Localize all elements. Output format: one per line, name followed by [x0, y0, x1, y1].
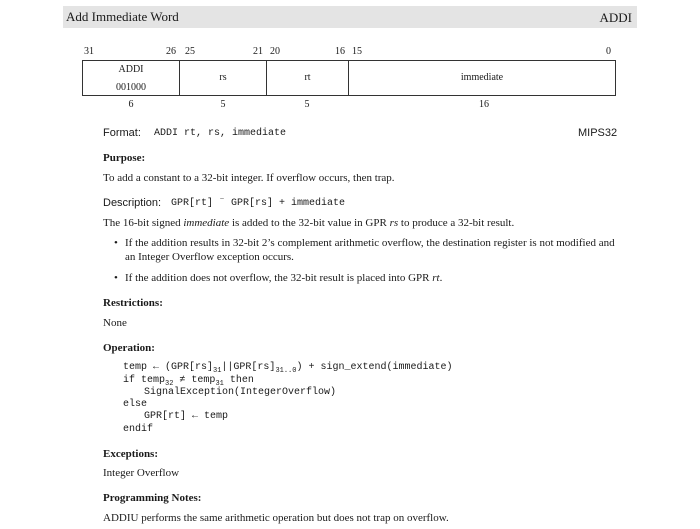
exceptions-heading: Exceptions: [103, 448, 158, 460]
bit-position-21: 21 [253, 46, 263, 57]
description-paragraph: The 16-bit signed immediate is added to the 32-bit value in GPR rs to produce a 32-bit result. [103, 217, 515, 229]
description-label: Description: [103, 197, 162, 209]
instruction-title: Add Immediate Word [66, 9, 179, 24]
opcode-field [83, 61, 180, 95]
restrictions-text: None [103, 317, 127, 329]
format-syntax: ADDI rt, rs, immediate [154, 128, 287, 139]
rt-width: 5 [304, 99, 310, 110]
immediate-field-name: immediate [460, 72, 504, 83]
opcode-value: 001000 [116, 82, 146, 93]
bit-position-0: 0 [606, 46, 611, 57]
immediate-field [349, 61, 615, 95]
immediate-width: 16 [479, 99, 489, 110]
operation-line-2: if temp$_{32}$ ≠ temp$_{31}$ then [123, 375, 254, 388]
bullet-2: If the addition does not overflow, the 32-bit result is placed into GPR rt. [125, 272, 443, 284]
exceptions-text: Integer Overflow [103, 467, 180, 479]
operation-heading: Operation: [103, 342, 155, 354]
bit-position-31: 31 [84, 46, 94, 57]
purpose-text: To add a constant to a 32-bit integer. If overflow occurs, then trap. [103, 172, 395, 184]
programming-notes-heading: Programming Notes: [103, 492, 202, 504]
format-label: Format: [103, 127, 141, 139]
bit-position-16: 16 [335, 46, 345, 57]
bit-position-20: 20 [270, 46, 280, 57]
rs-width: 5 [220, 99, 226, 110]
bit-position-25: 25 [185, 46, 195, 57]
bullet-dot: • [114, 272, 118, 284]
bullet-1-line-2: an Integer Overflow exception occurs. [125, 251, 294, 263]
instruction-header [63, 6, 637, 28]
operation-line-5: GPR[rt] ← temp [144, 411, 229, 422]
rt-field [267, 61, 349, 95]
instruction-mnemonic: ADDI [599, 10, 632, 25]
encoding-table [82, 60, 616, 96]
bit-position-15: 15 [352, 46, 362, 57]
restrictions-heading: Restrictions: [103, 297, 163, 309]
operation-line-3: SignalException(IntegerOverflow) [144, 387, 337, 398]
operation-line-4: else [123, 399, 148, 410]
opcode-name: ADDI [118, 64, 144, 75]
programming-notes-text: ADDIU performs the same arithmetic operation but does not trap on overflow. [103, 512, 449, 524]
rs-field [180, 61, 267, 95]
purpose-heading: Purpose: [103, 152, 146, 164]
opcode-width: 6 [128, 99, 134, 110]
operation-line-6: endif [123, 424, 154, 435]
description-formula: GPR[rt] ¨ GPR[rs] + immediate [171, 198, 346, 209]
bit-position-26: 26 [166, 46, 176, 57]
rt-field-name: rt [304, 72, 311, 83]
format-arch: MIPS32 [578, 127, 618, 139]
bullet-dot: • [114, 237, 118, 249]
bullet-1-line-1: If the addition results in 32-bit 2’s complement arithmetic overflow, the destination register is not modified and [125, 237, 615, 249]
rs-field-name: rs [219, 72, 227, 83]
operation-line-1: temp ← $(GPR[rs]_{31}||GPR[rs]_{31..0})$ + sign_extend(immediate) [123, 362, 453, 375]
